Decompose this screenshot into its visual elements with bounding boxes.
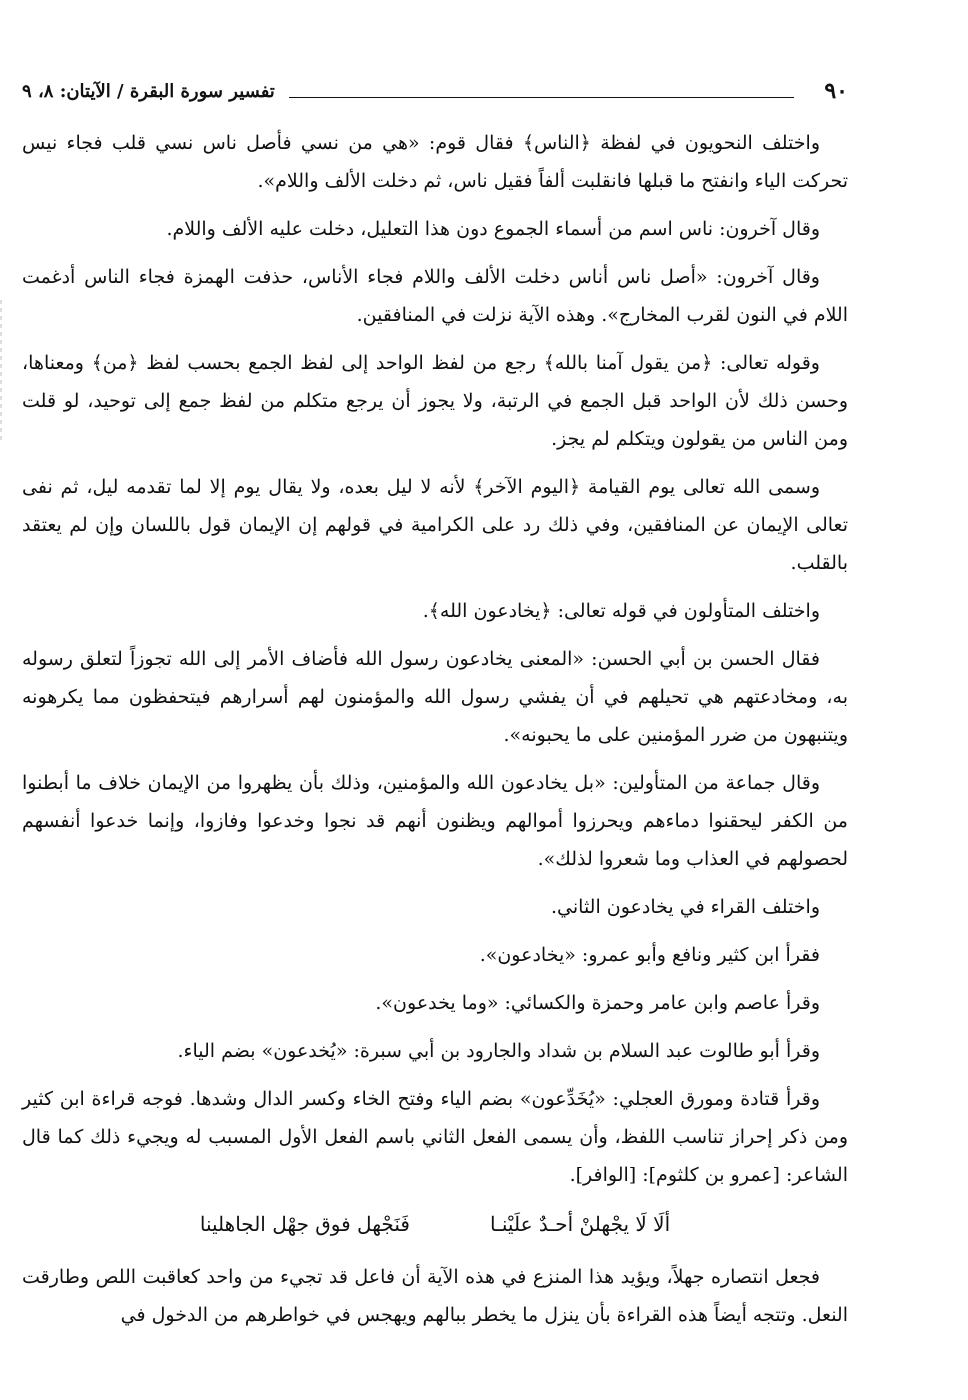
running-title: تفسير سورة البقرة / الآيتان: ٨، ٩ (22, 80, 275, 102)
scan-margin-artifact (0, 300, 2, 440)
page-header (22, 72, 848, 110)
paragraph: فقال الحسن بن أبي الحسن: «المعنى يخادعون رسول الله فأضاف الأمر إلى الله تجوزاً لتعلق رسوله به، ومخادعتهم هي تحيلهم في أن يفشي رسول الله والمؤمنون لهم أسرارهم فيتحفظون مما يكرهونه ويتنبهون من ضرر المؤمنين على ما يحبونه». (22, 648, 848, 746)
paragraph: وسمى الله تعالى يوم القيامة ﴿اليوم الآخر﴾ لأنه لا ليل بعده، ولا يقال يوم إلا لما تقدمه ليل، ثم نفى تعالى الإيمان عن المنافقين، وفي ذلك رد على الكرامية في قولهم إن الإيمان قول باللسان وإن لم يعتقد بالقلب. (22, 476, 848, 574)
page-body (22, 124, 848, 1334)
verse-hemistich-right: ألَا لَا يجْهلنْ أحـدٌ علَيْنـا (489, 1212, 671, 1236)
paragraph: فقرأ ابن كثير ونافع وأبو عمرو: «يخادعون». (479, 944, 820, 966)
paragraph: وقال جماعة من المتأولين: «بل يخادعون الله والمؤمنين، وذلك بأن يظهروا من الإيمان خلاف ما أبطنوا من الكفر ليحقنوا دماءهم ويحرزوا أموالهم ويظنون أنهم قد نجوا وخدعوا وفازوا، وإنما خدعوا أنفسهم لحصولهم في العذاب وما شعروا لذلك». (22, 772, 848, 870)
paragraph: وقرأ عاصم وابن عامر وحمزة والكسائي: «وما يخدعون». (375, 992, 820, 1014)
paragraph: وقرأ أبو طالوت عبد السلام بن شداد والجارود بن أبي سبرة: «يُخدعون» بضم الياء. (177, 1040, 820, 1062)
paragraph: فجعل انتصاره جهلاً، ويؤيد هذا المنزع في هذه الآية أن فاعل قد تجيء من واحد كعاقبت اللص وطارقت النعل. وتتجه أيضاً هذه القراءة بأن ينزل ما يخطر ببالهم ويهجس في خواطرهم من الدخول في (22, 1266, 848, 1326)
paragraph: واختلف المتأولون في قوله تعالى: ﴿يخادعون الله﴾. (422, 600, 820, 622)
header-rule (289, 97, 794, 98)
paragraph: واختلف النحويون في لفظة ﴿الناس﴾ فقال قوم: «هي من نسي فأصل ناس نسي قلب فجاء نيس تحركت الياء وانفتح ما قبلها فانقلبت ألفاً فقيل ناس، ثم دخلت الألف واللام». (22, 132, 848, 192)
paragraph: واختلف القراء في يخادعون الثاني. (550, 896, 820, 918)
poetry-verse (22, 1204, 848, 1244)
paragraph: وقال آخرون: «أصل ناس أناس دخلت الألف واللام فجاء الأناس، حذفت الهمزة فجاء الناس أدغمت اللام في النون لقرب المخارج». وهذه الآية نزلت في المنافقين. (22, 266, 848, 326)
paragraph: وقال آخرون: ناس اسم من أسماء الجموع دون هذا التعليل، دخلت عليه الألف واللام. (166, 218, 820, 240)
verse-hemistich-left: فَنَجْهل فوق جهْل الجاهلينا (199, 1212, 410, 1236)
paragraph: وقرأ قتادة ومورق العجلي: «يُخَدِّعون» بضم الياء وفتح الخاء وكسر الدال وشدها. فوجه قراءة ابن كثير ومن ذكر إحراز تناسب اللفظ، وأن يسمى الفعل الثاني باسم الفعل الأول المسبب له ويجيء ذلك كما قال الشاعر: [عمرو بن كلثوم]: [الوافر]. (22, 1088, 848, 1186)
paragraph: وقوله تعالى: ﴿من يقول آمنا بالله﴾ رجع من لفظ الواحد إلى لفظ الجمع بحسب لفظ ﴿من﴾ ومعناها، وحسن ذلك لأن الواحد قبل الجمع في الرتبة، ولا يجوز أن يرجع متكلم من لفظ جمع إلى توحيد، لو قلت ومن الناس من يقولون ويتكلم لم يجز. (22, 352, 849, 450)
page-number: ٩٠ (824, 78, 848, 104)
